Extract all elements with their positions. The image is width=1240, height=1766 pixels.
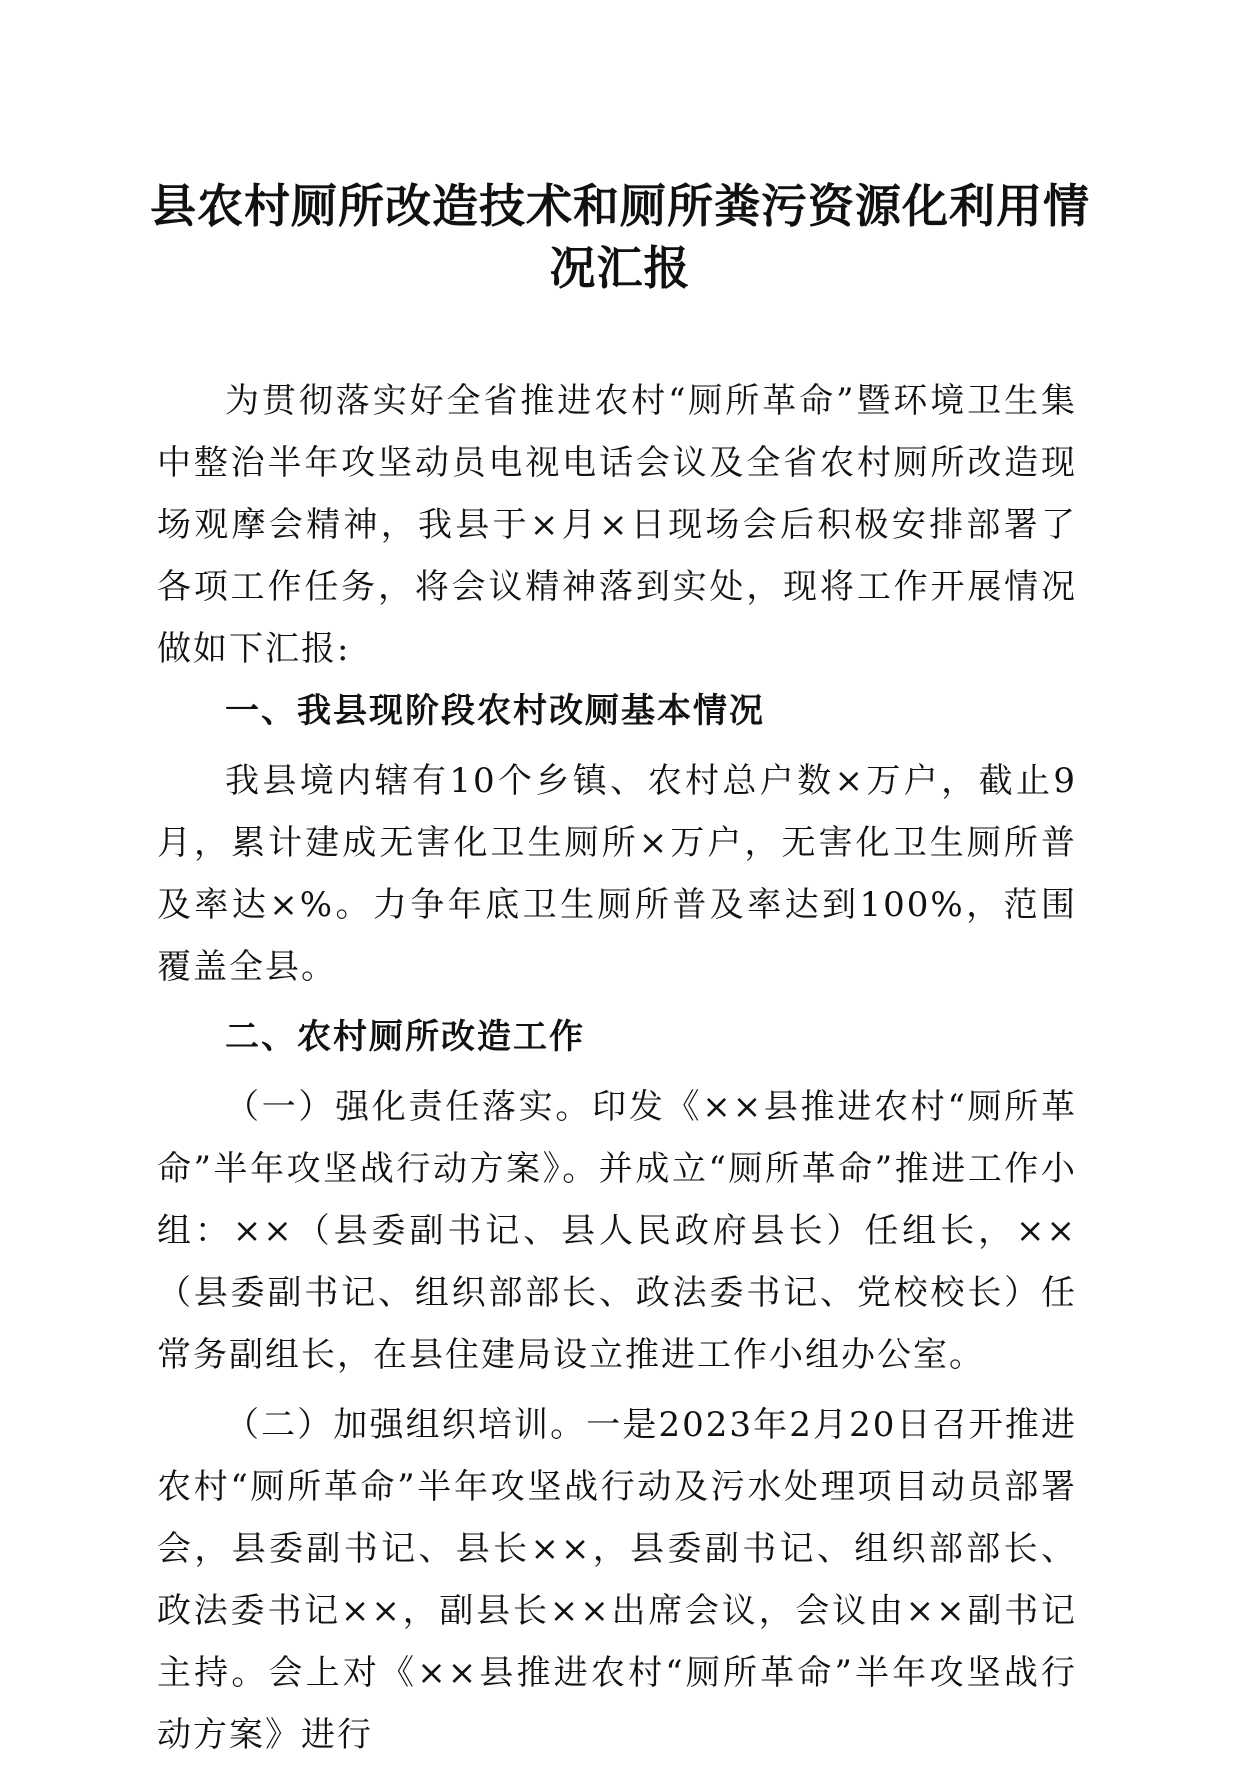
document-body [157,370,1077,1766]
section2-item1-paragraph: （一）强化责任落实。印发《××县推进农村“厕所革命”半年攻坚战行动方案》。并成立“厕所革命”推进工作小组：××（县委副书记、县人民政府县长）任组长，××（县委副书记、组织部部长、政法委书记、党校校长）任常务副组长，在县住建局设立推进工作小组办公室。 [157,1087,1077,1375]
section1-paragraph: 我县境内辖有10个乡镇、农村总户数×万户，截止9月，累计建成无害化卫生厕所×万户，无害化卫生厕所普及率达×%。力争年底卫生厕所普及率达到100%，范围覆盖全县。 [157,761,1077,987]
document-title: 县农村厕所改造技术和厕所粪污资源化利用情况汇报 [150,179,1090,295]
section2-heading: 二、农村厕所改造工作 [225,1017,585,1057]
intro-paragraph: 为贯彻落实好全省推进农村“厕所革命”暨环境卫生集中整治半年攻坚动员电视电话会议及全省农村厕所改造现场观摩会精神，我县于×月×日现场会后积极安排部署了各项工作任务，将会议精神落到实处，现将工作开展情况做如下汇报: [157,381,1077,669]
section2-item2-paragraph: （二）加强组织培训。一是2023年2月20日召开推进农村“厕所革命”半年攻坚战行动及污水处理项目动员部署会，县委副书记、县长××，县委副书记、组织部部长、政法委书记××，副县长××出席会议，会议由××副书记主持。会上对《××县推进农村“厕所革命”半年攻坚战行动方案》进行 [157,1405,1077,1755]
section1-heading: 一、我县现阶段农村改厕基本情况 [225,691,765,731]
